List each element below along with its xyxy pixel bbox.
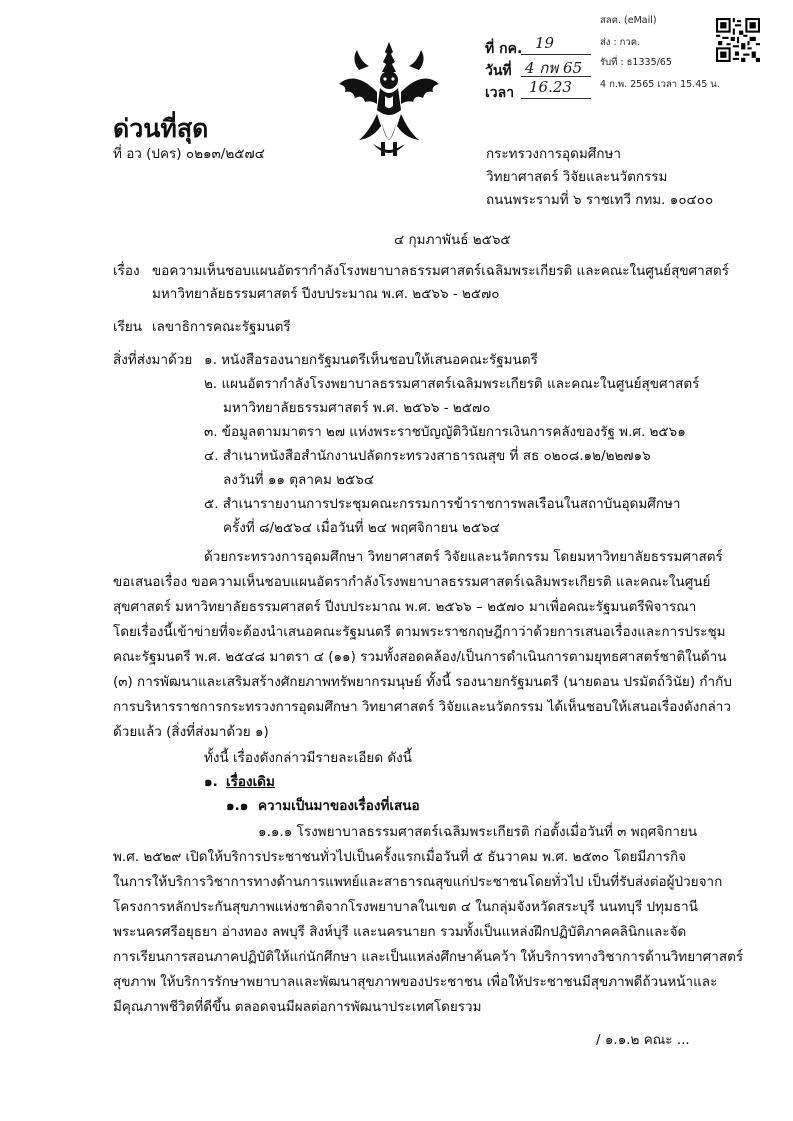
sender-line-2: วิทยาศาสตร์ วิจัยและนวัตกรรม — [486, 169, 668, 185]
section-number: ๑. — [204, 774, 218, 790]
saraban-line-1: สลค. (eMail) — [600, 15, 657, 26]
intro-line: ด้วยแล้ว (สิ่งที่ส่งมาด้วย ๑) — [113, 724, 269, 740]
stamp-date-value: 4 กพ 65 — [525, 59, 583, 77]
section-para-line: พ.ศ. ๒๕๒๙ เปิดให้บริการประชาชนทั่วไปเป็นครั้งแรกเมื่อวันที่ ๕ ธันวาคม พ.ศ. ๒๕๓๐ โดยมีภารกิจ — [113, 849, 687, 865]
saraban-line-2: ส่ง : กวค. — [600, 37, 641, 48]
subject-line-2: มหาวิทยาลัยธรรมศาสตร์ ปีงบประมาณ พ.ศ. ๒๕๖๖ - ๒๕๗๐ — [152, 286, 500, 302]
section-title: เรื่องเดิม — [226, 774, 275, 790]
intro-line: โดยเรื่องนี้เข้าข่ายที่จะต้องนำเสนอคณะรัฐมนตรี ตามพระราชกฤษฎีกาว่าด้วยการเสนอเรื่องและการประชุม — [113, 624, 726, 640]
section-para-line: การเรียนการสอนภาคปฏิบัติให้แก่นักศึกษา และเป็นแหล่งศึกษาค้นคว้า ให้บริการทางวิชาการด้านวิทยาศาสตร์ — [113, 949, 744, 965]
garuda-emblem-icon — [333, 40, 445, 162]
enclosure-item-cont: มหาวิทยาลัยธรรมศาสตร์ พ.ศ. ๒๕๖๖ - ๒๕๗๐ — [223, 400, 491, 416]
section-para-line: โครงการหลักประกันสุขภาพแห่งชาติจากโรงพยาบาลในเขต ๔ ในกลุ่มจังหวัดสระบุรี นนทบุรี ปทุมธานี — [113, 899, 698, 915]
subject-line-1: ขอความเห็นชอบแผนอัตรากำลังโรงพยาบาลธรรมศาสตร์เฉลิมพระเกียรติ และคณะในศูนย์สุขศาสตร์ — [152, 263, 729, 279]
stamp-time-value: 16.23 — [529, 78, 572, 96]
intro-line: คณะรัฐมนตรี พ.ศ. ๒๕๔๘ มาตรา ๔ (๑๑) รวมทั้งสอดคล้อง/เป็นการดำเนินการตามยุทธศาสตร์ชาติในด้าน — [113, 649, 727, 665]
subject-label: เรื่อง — [113, 263, 140, 279]
enclosure-item: ๓. ข้อมูลตามมาตรา ๒๗ แห่งพระราชบัญญัติวินัยการเงินการคลังของรัฐ พ.ศ. ๒๕๖๑ — [204, 424, 686, 440]
intro-line: การบริหารราชการกระทรวงการอุดมศึกษา วิทยาศาสตร์ วิจัยและนวัตกรรม ได้เห็นชอบให้เสนอเรื่องดังกล่าว — [113, 699, 731, 715]
saraban-line-4: 4 ก.พ. 2565 เวลา 15.45 น. — [600, 79, 720, 90]
sender-line-3: ถนนพระรามที่ ๖ ราชเทวี กทม. ๑๐๔๐๐ — [486, 192, 714, 208]
subsection-title: ความเป็นมาของเรื่องที่เสนอ — [258, 798, 420, 814]
stamp-time-label: เวลา — [485, 85, 515, 101]
enclosure-item-cont: ลงวันที่ ๑๑ ตุลาคม ๒๕๖๔ — [223, 472, 375, 488]
intro-line: ขอเสนอเรื่อง ขอความเห็นชอบแผนอัตรากำลังโรงพยาบาลธรรมศาสตร์เฉลิมพระเกียรติ และคณะในศูนย์ — [113, 574, 711, 590]
intro-line: สุขศาสตร์ มหาวิทยาลัยธรรมศาสตร์ ปีงบประมาณ พ.ศ. ๒๕๖๖ – ๒๕๗๐ มาเพื่อคณะรัฐมนตรีพิจารณา — [113, 599, 697, 615]
enclosure-item: ๒. แผนอัตรากำลังโรงพยาบาลธรรมศาสตร์เฉลิมพระเกียรติ และคณะในศูนย์สุขศาสตร์ — [204, 376, 700, 392]
section-para-line: มีคุณภาพชีวิตที่ดีขึ้น ตลอดจนมีผลต่อการพัฒนาประเทศโดยรวม — [113, 999, 482, 1015]
received-stamp — [485, 34, 595, 101]
qr-code-icon — [716, 18, 760, 62]
saraban-line-3: รับที่ : ธ1335/65 — [600, 57, 672, 68]
stamp-no-value: 19 — [535, 34, 555, 52]
continuation-note: / ๑.๑.๒ คณะ ... — [596, 1032, 690, 1048]
enclosure-item: ๔. สำเนาหนังสือสำนักงานปลัดกระทรวงสาธารณสุข ที่ สธ ๐๒๐๘.๑๒/๒๒๗๑๖ — [204, 448, 651, 464]
intro-line: (๓) การพัฒนาและเสริมสร้างศักยภาพทรัพยากรมนุษย์ ทั้งนี้ รองนายกรัฐมนตรี (นายดอน ปรมัตถ์วินัย) กำกับ — [113, 674, 732, 690]
section-para-line: ในการให้บริการวิชาการทางด้านการแพทย์และสาธารณสุขแก่ประชาชนโดยทั่วไป เป็นที่รับส่งต่อผู้ป่วยจาก — [113, 874, 723, 890]
enclosure-item: ๑. หนังสือรองนายกรัฐมนตรีเห็นชอบให้เสนอคณะรัฐมนตรี — [204, 352, 538, 368]
sender-line-1: กระทรวงการอุดมศึกษา — [486, 146, 621, 162]
intro-line: ด้วยกระทรวงการอุดมศึกษา วิทยาศาสตร์ วิจัยและนวัตกรรม โดยมหาวิทยาลัยธรรมศาสตร์ — [204, 549, 723, 565]
subsection-number: ๑.๑ — [226, 798, 249, 814]
enclosure-item-cont: ครั้งที่ ๘/๒๕๖๔ เมื่อวันที่ ๒๔ พฤศจิกายน ๒๕๖๔ — [223, 520, 500, 536]
recipient-value: เลขาธิการคณะรัฐมนตรี — [152, 319, 291, 335]
enclosures-label: สิ่งที่ส่งมาด้วย — [113, 352, 193, 368]
recipient-label: เรียน — [113, 319, 143, 335]
section-para-line: สุขภาพ ให้บริการรักษาพยาบาลและพัฒนาสุขภาพของประชาชน เพื่อให้ประชาชนมีสุขภาพดีถ้วนหน้าและ — [113, 974, 718, 990]
details-intro: ทั้งนี้ เรื่องดังกล่าวมีรายละเอียด ดังนี้ — [204, 750, 412, 766]
section-para-line: ๑.๑.๑ โรงพยาบาลธรรมศาสตร์เฉลิมพระเกียรติ ก่อตั้งเมื่อวันที่ ๓ พฤศจิกายน — [258, 824, 698, 840]
section-para-line: พระนครศรีอยุธยา อ่างทอง ลพบุรี สิงห์บุรี และนครนายก รวมทั้งเป็นแหล่งฝึกปฏิบัติภาคคลินิกและจัด — [113, 924, 687, 940]
stamp-date-label: วันที่ — [485, 63, 512, 79]
document-number: ที่ อว (ปคร) ๐๒๑๓/๒๕๗๔ — [113, 146, 265, 162]
document-date: ๔ กุมภาพันธ์ ๒๕๖๕ — [394, 232, 511, 248]
urgency-label: ด่วนที่สุด — [113, 114, 209, 143]
stamp-no-label: ที่ กค. — [485, 41, 523, 57]
enclosure-item: ๕. สำเนารายงานการประชุมคณะกรรมการข้าราชการพลเรือนในสถาบันอุดมศึกษา — [204, 496, 681, 512]
